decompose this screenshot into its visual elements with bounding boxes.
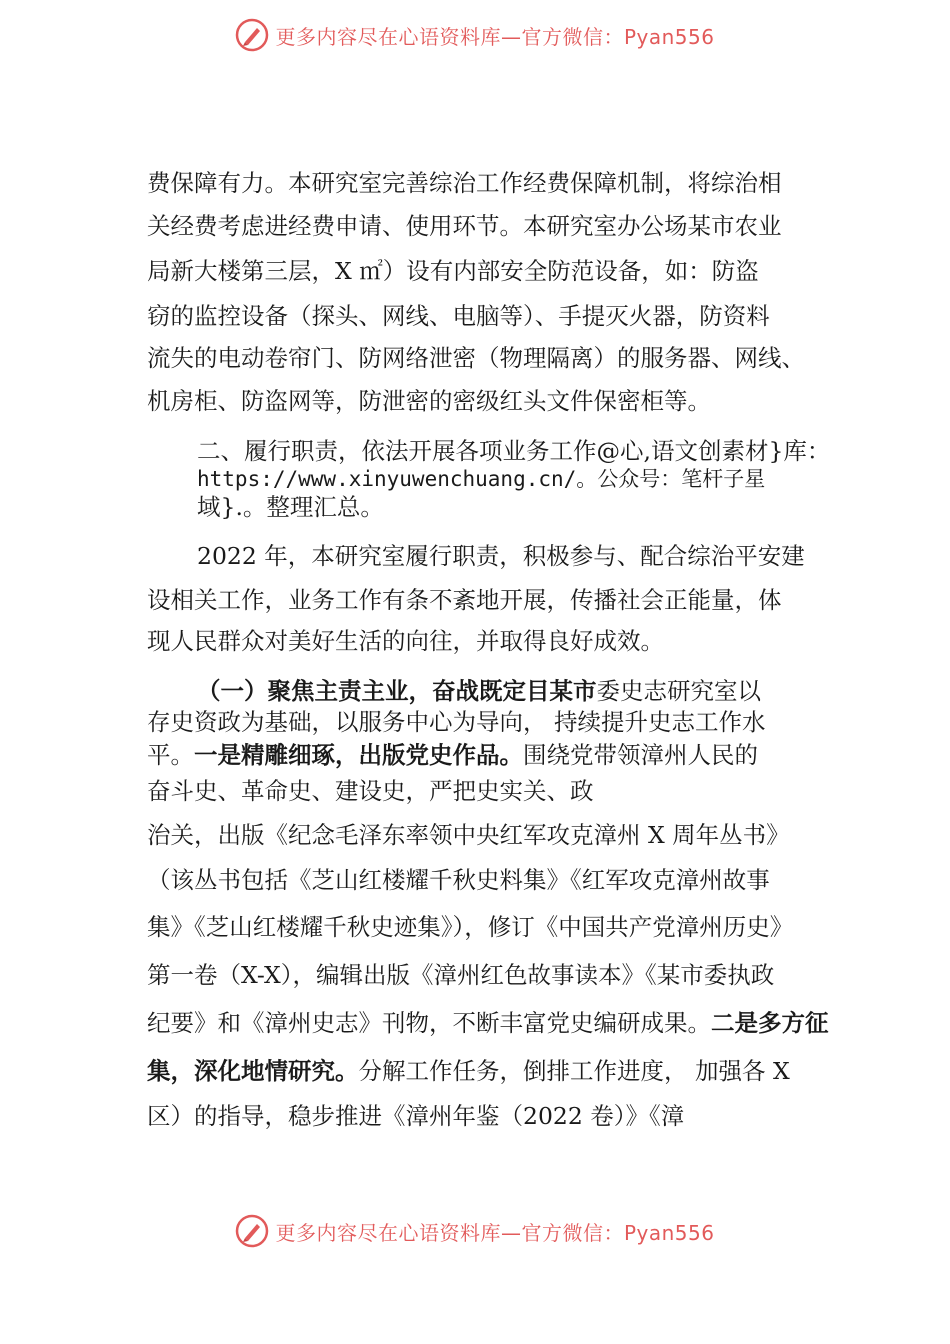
body-text: 纪要》和《漳州史志》刊物，不断丰富党史编研成果。 [147,1009,711,1037]
body-line: 费保障有力。本研究室完善综治工作经费保障机制，将综治相 [147,169,782,197]
body-line: 存史资政为基础，以服务中心为导向， 持续提升史志工作水 [147,708,766,736]
body-line: 奋斗史、革命史、建设史，严把史实关、政 [147,777,594,805]
body-text: 平。 [147,741,194,769]
body-line [147,1008,829,1038]
body-line: 治关，出版《纪念毛泽东率领中央红军攻克漳州 X 周年丛书》 [147,821,790,849]
source-url-line: https://www.xinyuwenchuang.cn/。公众号：笔杆子星 [197,467,766,491]
footer-banner [0,1206,950,1256]
body-text: 委史志研究室以 [596,677,761,705]
body-line: 关经费考虑进经费申请、使用环节。本研究室办公场某市农业 [147,212,782,240]
highlight-text: 二是多方征 [711,1009,829,1037]
body-line: 流失的电动卷帘门、防网络泄密（物理隔离）的服务器、网线、 [147,344,805,372]
header-banner [0,10,950,60]
body-line: 设相关工作，业务工作有条不紊地开展，传播社会正能量，体 [147,586,782,614]
body-line: 现人民群众对美好生活的向往，并取得良好成效。 [147,627,664,655]
highlight-text: 一是精雕细琢，出版党史作品。 [194,741,523,769]
highlight-text: 集，深化地情研究。 [147,1057,359,1085]
footer-banner-inner [235,1214,714,1248]
header-banner-text: 更多内容尽在心语资料库—官方微信：Pyan556 [275,24,715,49]
header-banner-inner [235,18,714,52]
body-text: 分解工作任务，倒排工作进度， 加强各 X [358,1057,790,1085]
body-line [147,1056,790,1086]
body-line: 机房柜、防盗网等，防泄密的密级红头文件保密柜等。 [147,387,711,415]
pen-logo-icon [235,1214,269,1248]
body-line: 局新大楼第三层，X ㎡）设有内部安全防范设备，如：防盗 [147,257,759,285]
pen-logo-icon [235,18,269,52]
subsection-heading: （一）聚焦主责主业，奋战既定目某市 [197,677,597,705]
body-line: 第一卷（X-X），编辑出版《漳州红色故事读本》《某市委执政 [147,961,775,989]
subsection-line [197,676,761,706]
body-line: 区）的指导，稳步推进《漳州年鉴（2022 卷）》《漳 [147,1102,685,1130]
body-line: 域}.。整理汇总。 [197,493,384,521]
body-line: 窃的监控设备（探头、网线、电脑等）、手提灭火器，防资料 [147,302,770,330]
body-line: （该丛书包括《芝山红楼耀千秋史料集》《红军攻克漳州故事 [147,866,770,894]
footer-banner-text: 更多内容尽在心语资料库—官方微信：Pyan556 [275,1220,715,1245]
body-line: 集》《芝山红楼耀千秋史迹集》），修订《中国共产党漳州历史》 [147,913,794,941]
body-line: 2022 年，本研究室履行职责，积极参与、配合综治平安建 [197,542,805,570]
body-text: 围绕党带领漳州人民的 [523,741,758,769]
section-heading: 二、履行职责，依法开展各项业务工作@心,语文创素材}库： [197,437,831,465]
body-line [147,740,758,770]
